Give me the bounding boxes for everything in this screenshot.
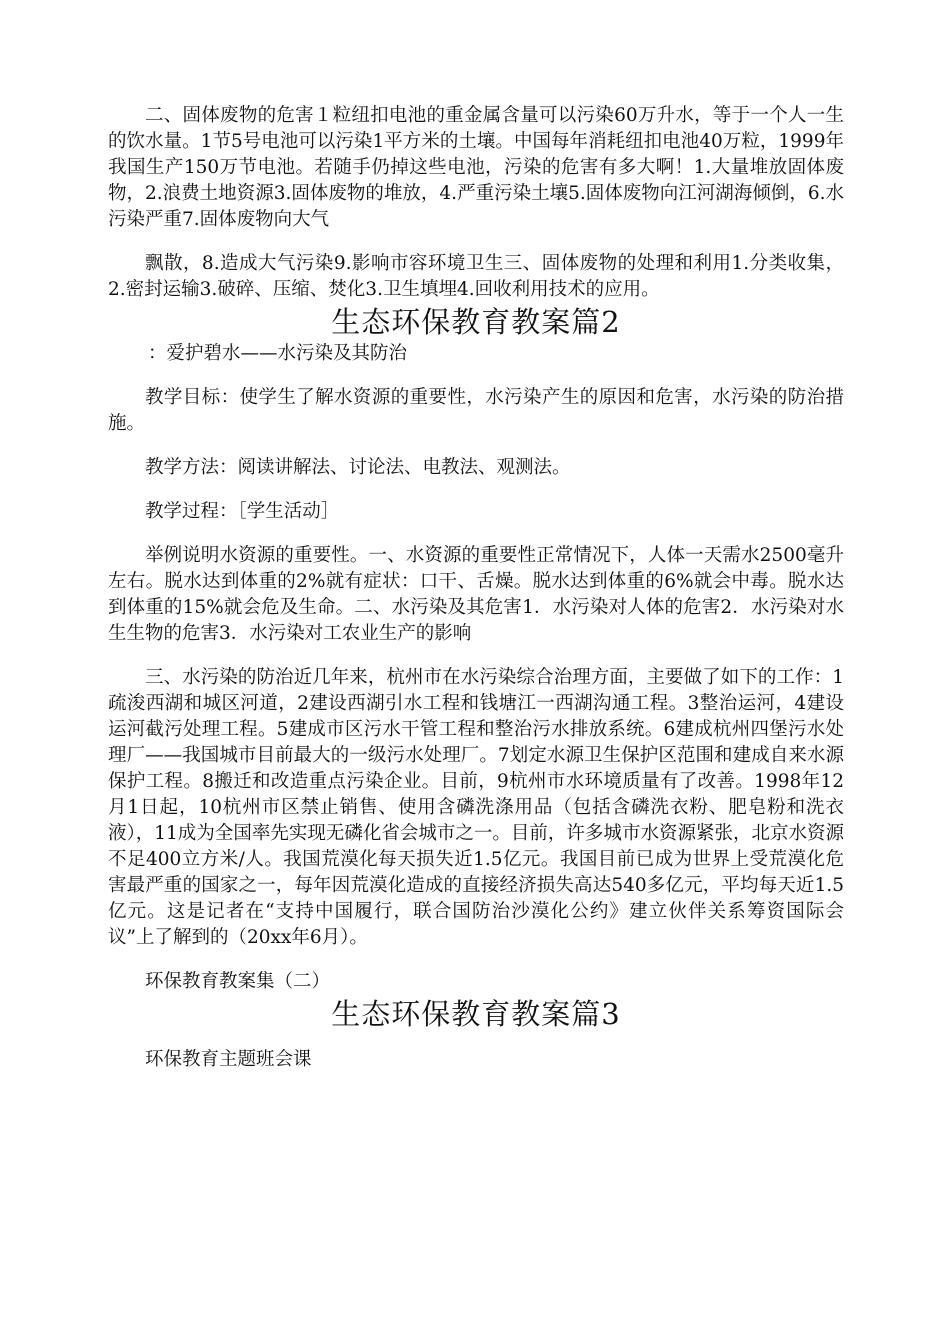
paragraph-teaching-method: 教学方法：阅读讲解法、讨论法、电教法、观测法。: [145, 457, 571, 478]
paragraph-collection-title: 环保教育教案集（二）: [145, 971, 331, 992]
section-heading-2: 生态环保教育教案篇2: [331, 305, 621, 339]
paragraph-solid-waste-hazard: 二、固体废物的危害１粒纽扣电池的重金属含量可以污染60万升水，等于一个人一生的饮水量。1节5号电池可以污染1平方米的土壤。中国每年消耗纽扣电池40万粒，1999年我国生产150万节电池。若随手仍掉这些电池，污染的危害有多大啊！1.大量堆放固体废物，2.浪费土地资源3.固体废物的堆放，4.严重污染土壤5.固体废物向江河湖海倾倒，6.水污染严重7.固体废物向大气: [108, 105, 844, 230]
lesson-subtitle: ：爱护碧水——水污染及其防治: [148, 343, 408, 364]
paragraph-class-meeting: 环保教育主题班会课: [145, 1049, 312, 1070]
paragraph-water-importance: 举例说明水资源的重要性。一、水资源的重要性正常情况下，人体一天需水2500毫升左右。脱水达到体重的2%就有症状：口干、舌燥。脱水达到体重的6%就会中毒。脱水达到体重的15%就会危及生命。二、水污染及其危害1．水污染对人体的危害2．水污染对水生生物的危害3．水污染对工农业生产的影响: [108, 545, 844, 644]
document-page: [108, 103, 844, 1073]
section-heading-3: 生态环保教育教案篇3: [331, 997, 621, 1031]
paragraph-teaching-goal: 教学目标：使学生了解水资源的重要性，水污染产生的原因和危害，水污染的防治措施。: [108, 387, 844, 434]
paragraph-solid-waste-treatment: 飘散，8.造成大气污染9.影响市容环境卫生三、固体废物的处理和利用1.分类收集，2.密封运输3.破碎、压缩、焚化3.卫生填埋4.回收利用技术的应用。: [108, 253, 844, 300]
paragraph-teaching-process: 教学过程：［学生活动］: [145, 501, 340, 522]
paragraph-water-pollution-control: 三、水污染的防治近几年来，杭州市在水污染综合治理方面，主要做了如下的工作：1疏浚西湖和城区河道，2建设西湖引水工程和钱塘江一西湖沟通工程。3整治运河，4建设运河截污处理工程。5建成市区污水干管工程和整治污水排放系统。6建成杭州四堡污水处理厂——我国城市目前最大的一级污水处理厂。7划定水源卫生保护区范围和建成自来水源保护工程。8搬迁和改造重点污染企业。目前，9杭州市水环境质量有了改善。1998年12月1日起，10杭州市区禁止销售、使用含磷洗涤用品（包括含磷洗衣粉、肥皂粉和洗衣液），11成为全国率先实现无磷化省会城市之一。目前，许多城市水资源紧张，北京水资源不足400立方米/人。我国荒漠化每天损失近1.5亿元。我国目前已成为世界上受荒漠化危害最严重的国家之一，每年因荒漠化造成的直接经济损失高达540多亿元，平均每天近1.5亿元。这是记者在“支持中国履行，联合国防治沙漠化公约》建立伙伴关系筹资国际会议”上了解到的（20xx年6月）。: [108, 667, 844, 948]
